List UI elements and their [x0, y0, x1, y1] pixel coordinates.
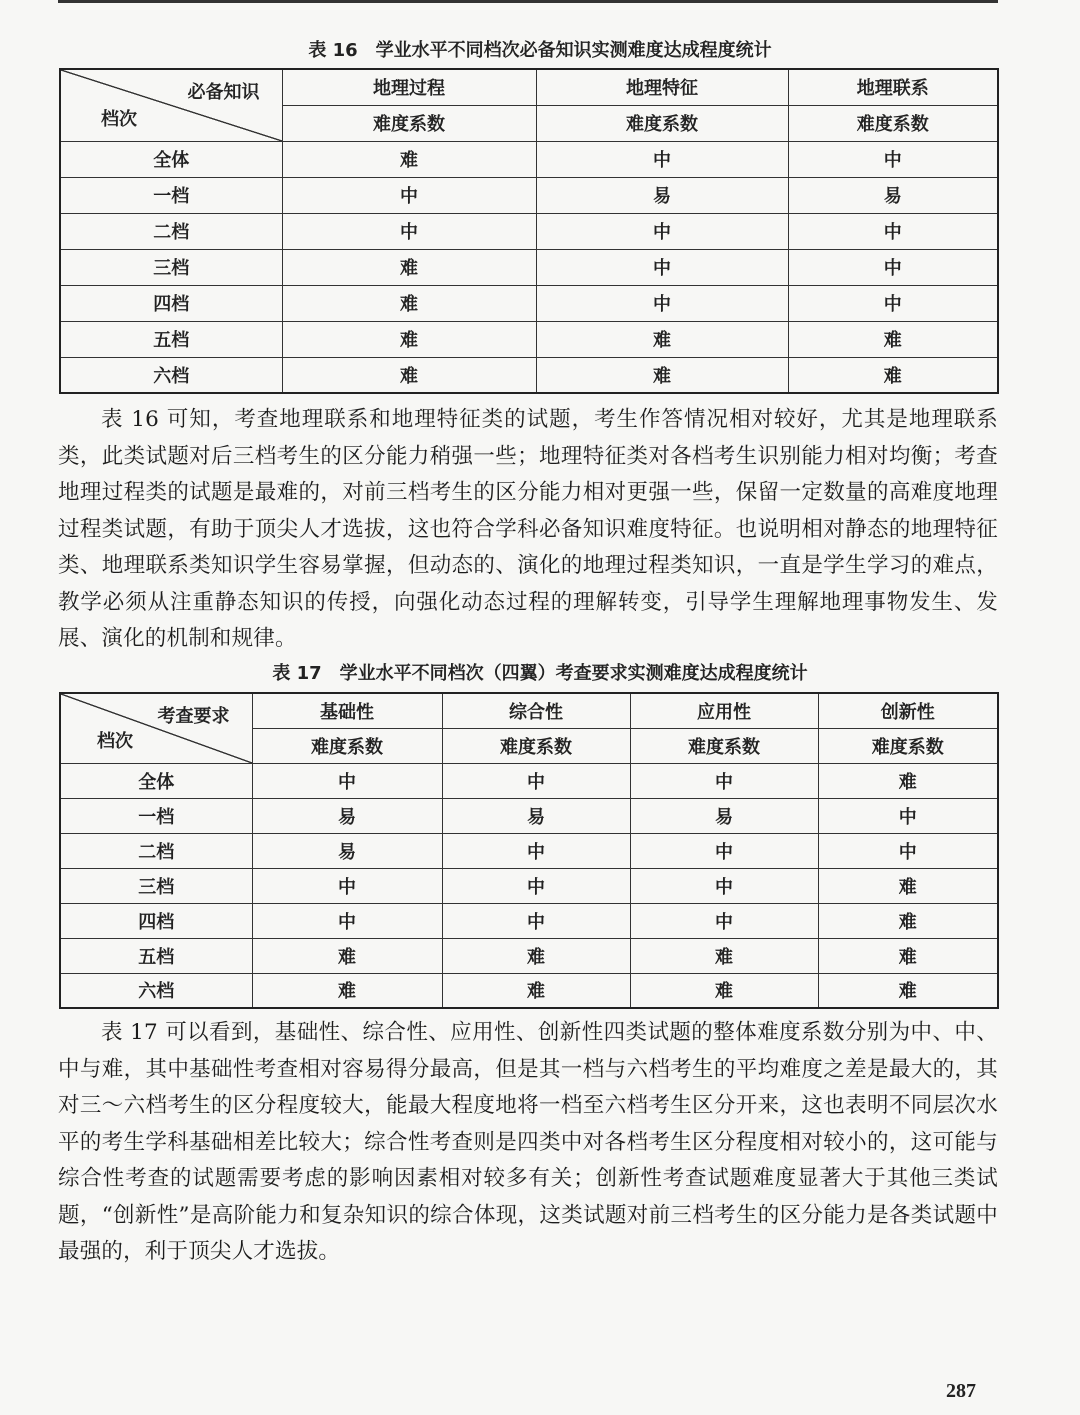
table-16-subheader: 难度系数 [536, 105, 788, 141]
page-number: 287 [946, 1380, 976, 1402]
table-cell: 易 [630, 798, 818, 833]
table-cell: 难 [282, 321, 536, 357]
table-row [60, 763, 998, 798]
row-label: 三档 [60, 249, 282, 285]
table-cell: 中 [818, 833, 998, 868]
table-row [60, 798, 998, 833]
table-cell: 易 [252, 833, 442, 868]
table-16-subheader: 难度系数 [282, 105, 536, 141]
table-16-col-header: 地理联系 [788, 69, 998, 105]
table-cell: 易 [536, 177, 788, 213]
paragraph-1: 表 16 可知，考查地理联系和地理特征类的试题，考生作答情况相对较好，尤其是地理联系类，此类试题对后三档考生的区分能力稍强一些；地理特征类对各档考生识别能力相对均衡；考查地理过程类的试题是最难的，对前三档考生的区分能力相对更强一些，保留一定数量的高难度地理过程类试题，有助于顶尖人才选拔，这也符合学科必备知识难度特征。也说明相对静态的地理特征类、地理联系类知识学生容易掌握，但动态的、演化的地理过程类知识，一直是学生学习的难点，教学必须从注重静态知识的传授，向强化动态过程的理解转变，引导学生理解地理事物发生、发展、演化的机制和规律。 [58, 407, 998, 651]
table-cell: 难 [818, 938, 998, 973]
table-cell: 难 [818, 973, 998, 1008]
table-16-caption: 表 16 学业水平不同档次必备知识实测难度达成程度统计 [308, 40, 772, 61]
table-16-corner-cell [60, 69, 282, 141]
table-16-corner-bottom: 档次 [101, 108, 137, 130]
row-label: 六档 [60, 973, 252, 1008]
table-17-corner-cell [60, 693, 252, 763]
table-cell: 难 [252, 973, 442, 1008]
table-cell: 易 [442, 798, 630, 833]
top-rule [58, 0, 998, 3]
table-cell: 中 [282, 177, 536, 213]
paragraph-2: 表 17 可以看到，基础性、综合性、应用性、创新性四类试题的整体难度系数分别为中、中、中与难，其中基础性考查相对容易得分最高，但是其一档与六档考生的平均难度之差是最大的，其对三～六档考生的区分程度较大，能最大程度地将一档至六档考生区分开来，这也表明不同层次水平的考生学科基础相差比较大；综合性考查则是四类中对各档考生区分程度相对较小的，这可能与综合性考查的试题需要考虑的影响因素相对较多有关；创新性考查试题难度显著大于其他三类试题，“创新性”是高阶能力和复杂知识的综合体现，这类试题对前三档考生的区分能力是各类试题中最强的，利于顶尖人才选拔。 [58, 1020, 998, 1264]
row-label: 三档 [60, 868, 252, 903]
table-cell: 中 [252, 763, 442, 798]
table-cell: 中 [788, 141, 998, 177]
row-label: 四档 [60, 285, 282, 321]
row-label: 四档 [60, 903, 252, 938]
table-cell: 中 [630, 903, 818, 938]
table-row [60, 833, 998, 868]
row-label: 一档 [60, 798, 252, 833]
table-row [60, 177, 998, 213]
row-label: 一档 [60, 177, 282, 213]
table-cell: 难 [536, 321, 788, 357]
table-cell: 难 [818, 903, 998, 938]
table-cell: 中 [442, 833, 630, 868]
table-17-corner-top: 考查要求 [157, 706, 230, 727]
row-label: 五档 [60, 938, 252, 973]
table-17-subheader: 难度系数 [442, 728, 630, 763]
table-cell: 难 [252, 938, 442, 973]
table-row [60, 903, 998, 938]
table-cell: 中 [630, 868, 818, 903]
row-label: 全体 [60, 763, 252, 798]
table-cell: 中 [282, 213, 536, 249]
table-17-caption: 表 17 学业水平不同档次（四翼）考查要求实测难度达成程度统计 [272, 663, 808, 684]
row-label: 二档 [60, 833, 252, 868]
table-cell: 中 [788, 249, 998, 285]
table-16-col-header: 地理过程 [282, 69, 536, 105]
table-cell: 难 [442, 938, 630, 973]
table-17-col-header: 基础性 [252, 693, 442, 728]
table-17-subheader: 难度系数 [818, 728, 998, 763]
table-row [60, 938, 998, 973]
table-17-col-header: 应用性 [630, 693, 818, 728]
table-cell: 难 [788, 357, 998, 393]
table-cell: 难 [630, 973, 818, 1008]
table-row [60, 213, 998, 249]
table-cell: 中 [442, 903, 630, 938]
table-cell: 中 [630, 833, 818, 868]
table-17-col-header: 综合性 [442, 693, 630, 728]
table-row [60, 249, 998, 285]
table-cell: 难 [282, 357, 536, 393]
table-cell: 中 [536, 213, 788, 249]
row-label: 全体 [60, 141, 282, 177]
table-row [60, 285, 998, 321]
table-cell: 难 [282, 141, 536, 177]
table-17-col-header: 创新性 [818, 693, 998, 728]
table-cell: 易 [252, 798, 442, 833]
table-cell: 中 [788, 285, 998, 321]
row-label: 五档 [60, 321, 282, 357]
table-17-subheader: 难度系数 [252, 728, 442, 763]
table-row [60, 868, 998, 903]
table-16-subheader: 难度系数 [788, 105, 998, 141]
table-cell: 易 [788, 177, 998, 213]
table-cell: 难 [536, 357, 788, 393]
table-row [60, 141, 998, 177]
table-cell: 中 [252, 903, 442, 938]
table-16-corner-top: 必备知识 [187, 82, 260, 103]
table-cell: 中 [442, 763, 630, 798]
table-16 [59, 68, 999, 394]
table-17-corner-bottom: 档次 [97, 730, 133, 752]
table-cell: 难 [442, 973, 630, 1008]
row-label: 二档 [60, 213, 282, 249]
table-cell: 难 [788, 321, 998, 357]
table-cell: 中 [630, 763, 818, 798]
table-17 [59, 692, 999, 1009]
table-cell: 中 [536, 285, 788, 321]
table-cell: 中 [818, 798, 998, 833]
table-17-subheader: 难度系数 [630, 728, 818, 763]
table-16-col-header: 地理特征 [536, 69, 788, 105]
table-cell: 中 [252, 868, 442, 903]
table-cell: 难 [818, 868, 998, 903]
row-label: 六档 [60, 357, 282, 393]
table-cell: 中 [788, 213, 998, 249]
table-cell: 难 [282, 249, 536, 285]
table-cell: 中 [442, 868, 630, 903]
table-cell: 难 [630, 938, 818, 973]
table-row [60, 973, 998, 1008]
table-cell: 中 [536, 249, 788, 285]
table-row [60, 357, 998, 393]
table-row [60, 321, 998, 357]
table-cell: 难 [818, 763, 998, 798]
table-cell: 难 [282, 285, 536, 321]
table-cell: 中 [536, 141, 788, 177]
